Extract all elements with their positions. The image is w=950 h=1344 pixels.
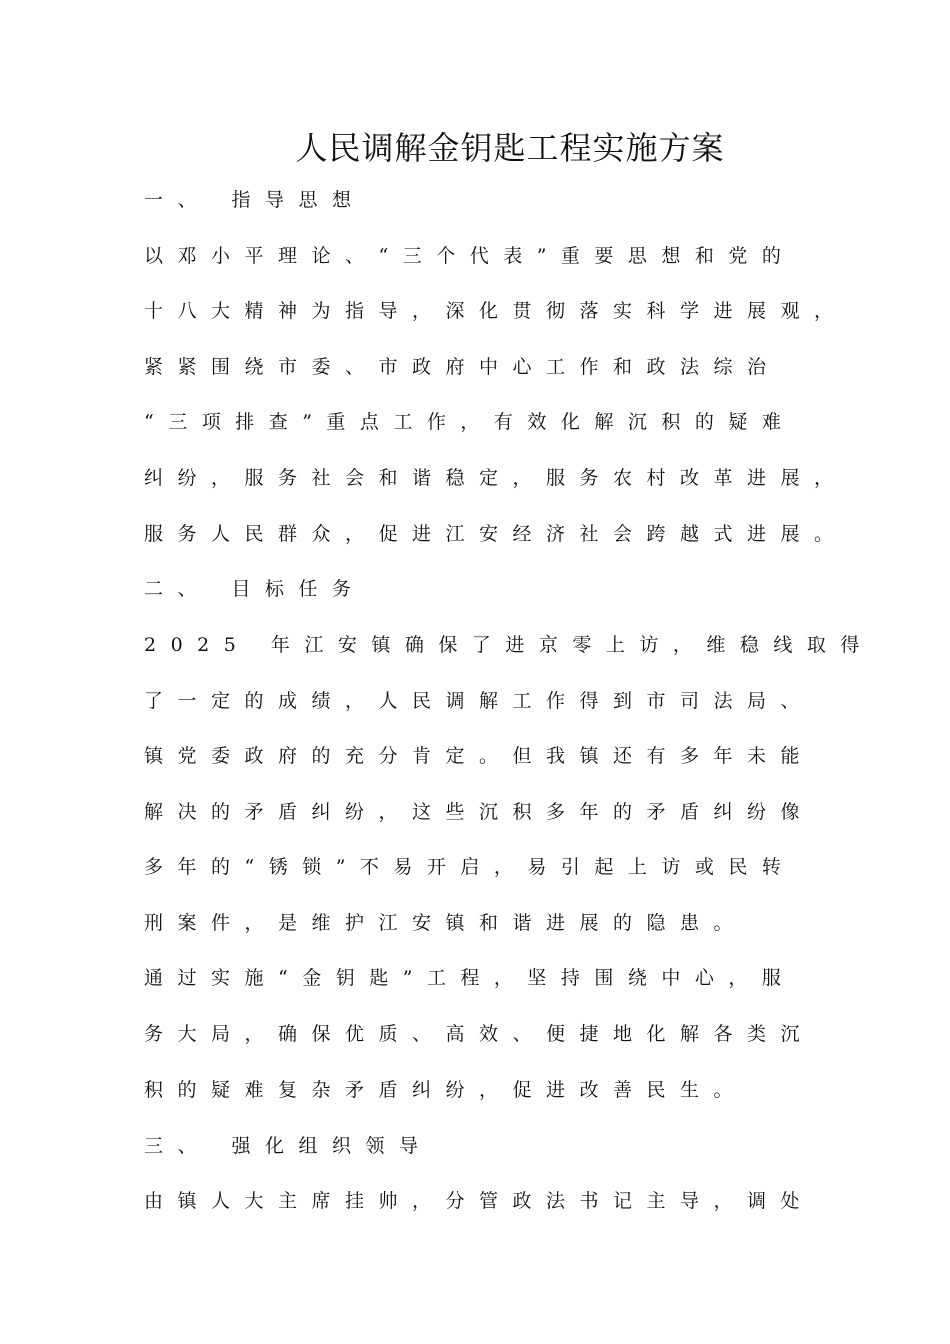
body-line: 解决的矛盾纠纷，这些沉积多年的矛盾纠纷像	[144, 801, 815, 823]
body-line: 由镇人大主席挂帅，分管政法书记主导，调处	[144, 1190, 815, 1212]
section-heading-1: 一、 指导思想	[144, 189, 366, 211]
body-line: 刑案件，是维护江安镇和谐进展的隐患。	[144, 912, 748, 934]
body-line: 紧紧围绕市委、市政府中心工作和政法综治	[144, 356, 781, 378]
section-heading-3: 三、 强化组织领导	[144, 1135, 433, 1157]
body-line: 纠纷，服务社会和谐稳定，服务农村改革进展，	[144, 467, 848, 489]
body-line: 多年的“锈锁”不易开启，易引起上访或民转	[144, 856, 796, 878]
body-line: 十八大精神为指导，深化贯彻落实科学进展观，	[144, 300, 848, 322]
body-line: 服务人民群众，促进江安经济社会跨越式进展。	[144, 523, 848, 545]
body-line: “三项排查”重点工作，有效化解沉积的疑难	[144, 411, 796, 433]
section-heading-2: 二、 目标任务	[144, 578, 366, 600]
body-line: 积的疑难复杂矛盾纠纷，促进改善民生。	[144, 1079, 748, 1101]
body-line: 了一定的成绩，人民调解工作得到市司法局、	[144, 690, 815, 712]
document-title: 人民调解金钥匙工程实施方案	[295, 129, 725, 167]
body-line: 务大局，确保优质、高效、便捷地化解各类沉	[144, 1023, 815, 1045]
body-line: 以邓小平理论、“三个代表”重要思想和党的	[144, 245, 796, 267]
body-line: 镇党委政府的充分肯定。但我镇还有多年未能	[144, 745, 815, 767]
body-line: 2025 年江安镇确保了进京零上访，维稳线取得	[144, 634, 874, 656]
body-line: 通过实施“金钥匙”工程，坚持围绕中心，服	[144, 967, 796, 989]
